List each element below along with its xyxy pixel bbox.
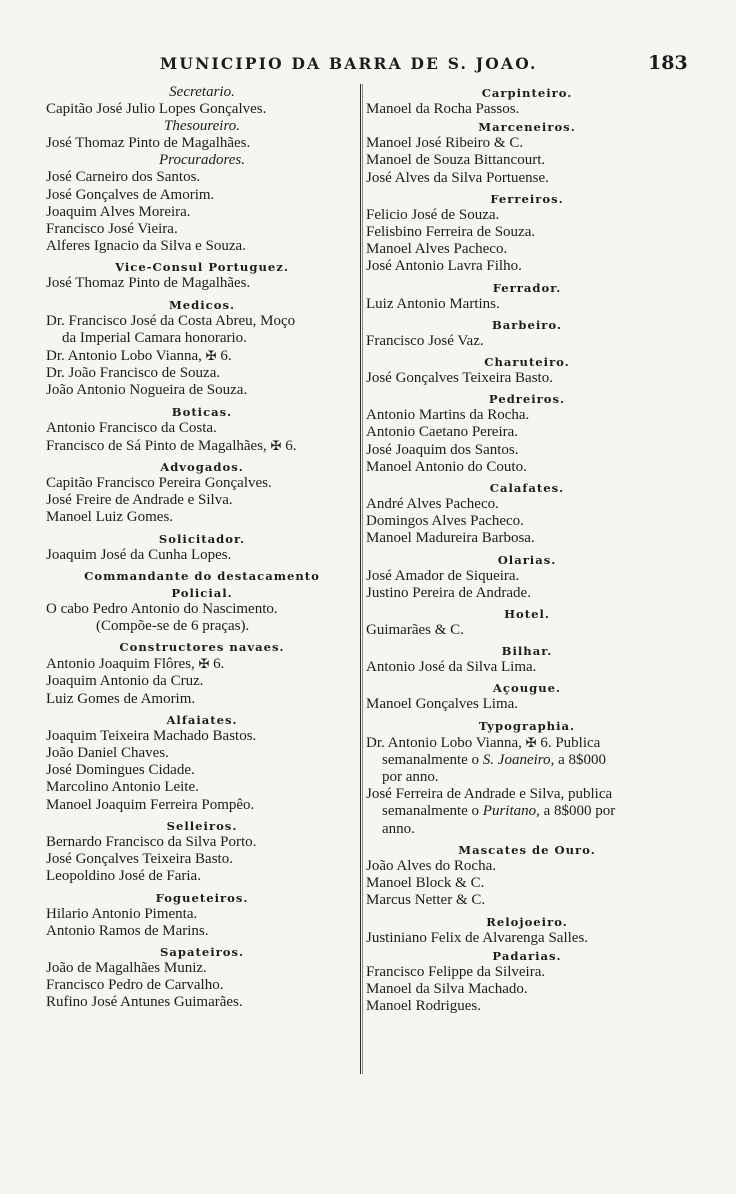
list-item: Marcus Netter & C. — [366, 892, 486, 909]
section-heading-advogados: Advogados. — [160, 460, 244, 475]
section-heading-commandante: Commandante do destacamento — [84, 568, 320, 583]
list-item-continuation — [366, 803, 688, 820]
order-cross-icon: ✠ — [205, 348, 217, 364]
section-heading-medicos: Medicos. — [168, 297, 236, 312]
list-item: José Thomaz Pinto de Magalhães. — [46, 135, 251, 152]
section-heading-selleiros: Selleiros. — [166, 818, 238, 833]
list-item: Leopoldino José de Faria. — [46, 868, 201, 885]
section-heading-ferreiros: Ferreiros. — [490, 191, 564, 206]
list-item — [366, 734, 688, 752]
list-item: Felicio José de Souza. — [366, 206, 500, 223]
list-item: Capitão José Julio Lopes Gonçalves. — [46, 101, 267, 117]
list-item: Manoel Gonçalves Lima. — [366, 696, 519, 713]
list-item: Guimarães & C. — [366, 622, 464, 639]
list-item: Manoel da Silva Machado. — [366, 980, 528, 997]
section-heading-ferrador: Ferrador. — [492, 280, 562, 295]
newspaper-title: S. Joaneiro — [482, 751, 551, 768]
list-item: João Antonio Nogueira de Souza. — [46, 382, 248, 399]
section-heading-typographia: Typographia. — [478, 718, 576, 733]
list-item: Joaquim José da Cunha Lopes. — [46, 546, 232, 563]
list-item: Manoel Joaquim Ferreira Pompêo. — [46, 796, 255, 813]
list-item: José Alves da Silva Portuense. — [366, 169, 549, 186]
list-item: Luiz Antonio Martins. — [366, 295, 500, 312]
list-item: Capitão Francisco Pereira Gonçalves. — [46, 475, 272, 492]
list-item-continuation — [366, 752, 688, 769]
list-item: Francisco Pedro de Carvalho. — [46, 977, 224, 994]
newspaper-title: Puritano — [482, 803, 537, 820]
list-item: Manoel da Rocha Passos. — [366, 101, 520, 117]
list-item-text: , a 8$000 — [550, 751, 606, 768]
list-item: Francisco Felippe da Silveira. — [366, 963, 546, 980]
list-item-continuation: da Imperial Camara honorario. — [62, 329, 247, 346]
section-heading-marceneiros: Marceneiros. — [478, 120, 576, 135]
list-item: José Joaquim dos Santos. — [366, 441, 519, 458]
list-item-text: Francisco de Sá Pinto de Magalhães, — [46, 437, 267, 454]
list-item: José Ferreira de Andrade e Silva, publica — [366, 786, 613, 803]
order-cross-icon: ✠ — [525, 734, 537, 750]
list-item: Antonio Martins da Rocha. — [366, 407, 530, 424]
list-item: Alferes Ignacio da Silva e Souza. — [46, 238, 246, 255]
list-item: Manoel José Ribeiro & C. — [366, 135, 524, 152]
list-item: João Daniel Chaves. — [46, 745, 169, 762]
list-item: Antonio Caetano Pereira. — [366, 424, 519, 441]
section-heading-calafates: Calafates. — [489, 481, 565, 496]
list-item: José Gonçalves Teixeira Basto. — [366, 370, 553, 387]
list-item: Felisbino Ferreira de Souza. — [366, 224, 536, 241]
list-item-text: , a 8$000 por — [536, 803, 616, 820]
section-heading-vice-consul: Vice-Consul Portuguez. — [115, 260, 289, 275]
list-item: José Gonçalves de Amorim. — [46, 186, 215, 203]
list-item-text: semanalmente o — [382, 803, 480, 820]
column-divider-inner — [362, 84, 363, 1074]
list-item: José Domingues Cidade. — [46, 762, 195, 779]
list-item: José Gonçalves Teixeira Basto. — [46, 851, 233, 868]
list-item-text: Dr. Antonio Lobo Vianna, — [46, 348, 202, 365]
list-item: Domingos Alves Pacheco. — [366, 513, 524, 530]
list-item: Francisco José Vieira. — [46, 221, 178, 238]
section-heading-sapateiros: Sapateiros. — [159, 944, 245, 959]
section-heading-fogueteiros: Fogueteiros. — [155, 890, 249, 905]
list-item: Manoel de Souza Bittancourt. — [366, 152, 546, 169]
section-heading-secretario: Secretario. — [169, 84, 235, 100]
list-item-text: semanalmente o — [382, 751, 480, 768]
running-title: MUNICIPIO DA BARRA DE S. JOAO. — [160, 54, 538, 73]
list-item — [46, 347, 358, 365]
list-item: Hilario Antonio Pimenta. — [46, 905, 198, 922]
list-item: Francisco José Vaz. — [366, 332, 484, 349]
list-item-text: Antonio Joaquim Flôres, — [46, 656, 195, 673]
list-item: José Carneiro dos Santos. — [46, 169, 201, 186]
list-item: André Alves Pacheco. — [366, 496, 499, 513]
list-item: Joaquim Alves Moreira. — [46, 203, 191, 220]
order-cross-icon: ✠ — [198, 656, 210, 672]
list-item: Bernardo Francisco da Silva Porto. — [46, 833, 257, 850]
list-item: João Alves do Rocha. — [366, 857, 496, 874]
list-item: Manoel Block & C. — [366, 875, 485, 892]
section-heading-bilhar: Bilhar. — [501, 644, 553, 659]
column-divider — [360, 84, 361, 1074]
section-heading-solicitador: Solicitador. — [158, 531, 246, 546]
list-item-continuation: anno. — [382, 820, 415, 837]
section-heading-alfaiates: Alfaiates. — [166, 712, 238, 727]
list-item — [46, 437, 358, 455]
section-heading-hotel: Hotel. — [504, 607, 550, 622]
list-item: Justiniano Felix de Alvarenga Salles. — [366, 929, 589, 946]
list-item: Antonio Ramos de Marins. — [46, 922, 209, 939]
section-heading-constructores: Constructores navaes. — [119, 640, 285, 655]
order-cross-icon: ✠ — [270, 437, 282, 453]
list-item: Justino Pereira de Andrade. — [366, 584, 531, 601]
section-heading-procuradores: Procuradores. — [159, 152, 245, 169]
section-heading-pedreiros: Pedreiros. — [488, 392, 566, 407]
section-heading-carpinteiro: Carpinteiro. — [481, 86, 573, 100]
list-item: José Antonio Lavra Filho. — [366, 258, 522, 275]
list-item-suffix: 6. — [285, 437, 297, 454]
list-item-text: Dr. Antonio Lobo Vianna, — [366, 734, 522, 751]
list-item: Antonio José da Silva Lima. — [366, 659, 537, 676]
section-heading-commandante-line2: Policial. — [171, 585, 233, 600]
list-item-suffix: 6. — [213, 656, 225, 673]
list-item-continuation: por anno. — [382, 769, 439, 786]
list-item: José Thomaz Pinto de Magalhães. — [46, 275, 251, 292]
list-item-text: 6. Publica — [540, 734, 601, 751]
list-item: Manoel Luiz Gomes. — [46, 509, 174, 526]
page-number: 183 — [648, 52, 688, 74]
list-item-suffix: 6. — [220, 348, 232, 365]
list-item: José Amador de Siqueira. — [366, 567, 520, 584]
left-column — [46, 84, 358, 1012]
section-heading-thesoureiro: Thesoureiro. — [164, 118, 240, 135]
list-item — [46, 655, 358, 673]
list-item: João de Magalhães Muniz. — [46, 959, 207, 976]
list-item: José Freire de Andrade e Silva. — [46, 492, 233, 509]
list-item: Dr. João Francisco de Souza. — [46, 365, 221, 382]
section-heading-acougue: Açougue. — [492, 681, 562, 696]
list-item: Antonio Francisco da Costa. — [46, 419, 217, 436]
section-heading-barbeiro: Barbeiro. — [492, 317, 562, 332]
right-column — [366, 84, 688, 1015]
list-item-note: (Compõe-se de 6 praças). — [96, 618, 250, 635]
section-heading-boticas: Boticas. — [171, 404, 233, 419]
list-item: Joaquim Teixeira Machado Bastos. — [46, 727, 257, 744]
section-heading-relojoeiro: Relojoeiro. — [486, 914, 568, 929]
list-item: Manoel Rodrigues. — [366, 998, 481, 1015]
list-item: Dr. Francisco José da Costa Abreu, Moço — [46, 312, 296, 329]
list-item: Luiz Gomes de Amorim. — [46, 690, 196, 707]
section-heading-mascates: Mascates de Ouro. — [458, 842, 596, 857]
section-heading-padarias: Padarias. — [492, 948, 562, 963]
section-heading-charuteiro: Charuteiro. — [484, 355, 570, 370]
list-item: Marcolino Antonio Leite. — [46, 779, 199, 796]
list-item: Rufino José Antunes Guimarães. — [46, 994, 243, 1011]
section-heading-olarias: Olarias. — [497, 552, 557, 567]
page-header — [0, 52, 736, 82]
list-item: Manoel Alves Pacheco. — [366, 241, 508, 258]
list-item: Joaquim Antonio da Cruz. — [46, 673, 204, 690]
list-item: Manoel Madureira Barbosa. — [366, 530, 535, 547]
list-item: O cabo Pedro Antonio do Nascimento. — [46, 600, 278, 617]
list-item: Manoel Antonio do Couto. — [366, 458, 527, 475]
